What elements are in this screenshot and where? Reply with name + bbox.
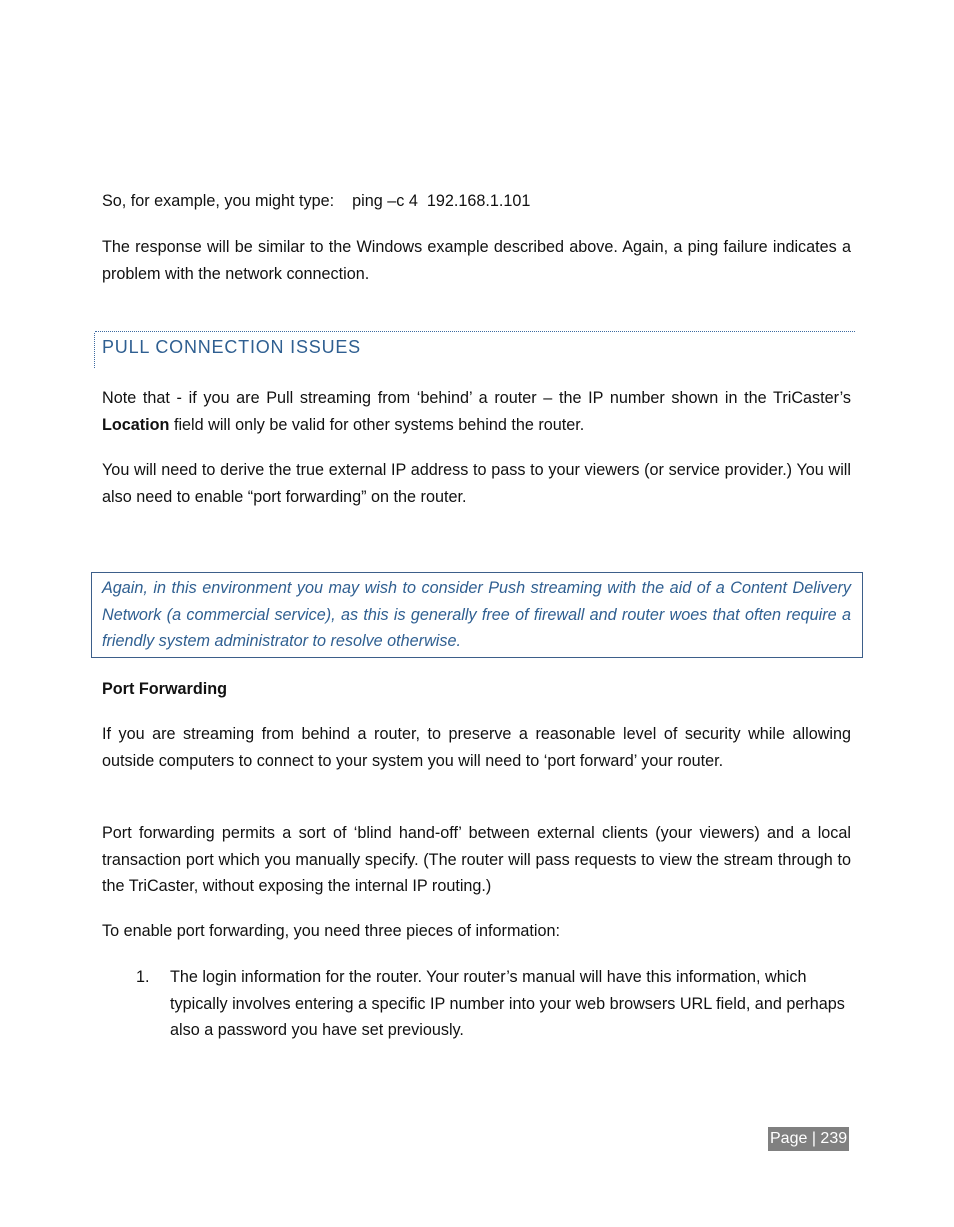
note-text-after: field will only be valid for other systems behind the router. <box>169 415 585 434</box>
list-item-text: The login information for the router. Your router’s manual will have this information, which typically involves entering a specific IP number into your web browsers URL field, and perhaps also a password you have set previously. <box>170 968 845 1039</box>
note-paragraph <box>102 385 851 438</box>
page-number-badge: Page | 239 <box>768 1127 849 1151</box>
list-item-number: 1. <box>136 968 150 986</box>
response-paragraph: The response will be similar to the Windows example described above. Again, a ping failure indicates a problem with the network connection. <box>102 238 851 283</box>
forward-paragraph-1: If you are streaming from behind a router, to preserve a reasonable level of security while allowing outside computers to connect to your system you will need to ‘port forward’ your router. <box>102 725 851 770</box>
section-heading: PULL CONNECTION ISSUES <box>102 337 361 357</box>
forward-paragraph-2: Port forwarding permits a sort of ‘blind hand-off’ between external clients (your viewers) and a local transaction port which you manually specify. (The router will pass requests to view the stream through to the TriCaster, without exposing the internal IP routing.) <box>102 824 851 895</box>
enable-paragraph: To enable port forwarding, you need three pieces of information: <box>102 922 561 940</box>
derive-paragraph: You will need to derive the true external IP address to pass to your viewers (or service provider.) You will also need to enable “port forwarding” on the router. <box>102 461 851 506</box>
callout-text: Again, in this environment you may wish to consider Push streaming with the aid of a Content Delivery Network (a commercial service), as this is generally free of firewall and router woes that often require a friendly system administrator to resolve otherwise. <box>102 579 851 650</box>
note-text-before: Note that - if you are Pull streaming from ‘behind’ a router – the IP number shown in the TriCaster’s <box>102 389 851 407</box>
example-command: ping –c 4 192.168.1.101 <box>352 192 531 210</box>
heading-rule <box>95 331 855 332</box>
callout-box <box>91 572 863 658</box>
subheading: Port Forwarding <box>102 680 228 698</box>
heading-bar <box>94 333 95 368</box>
example-prefix: So, for example, you might type: <box>102 192 335 210</box>
example-line <box>102 188 530 214</box>
note-bold-location: Location <box>102 415 170 434</box>
